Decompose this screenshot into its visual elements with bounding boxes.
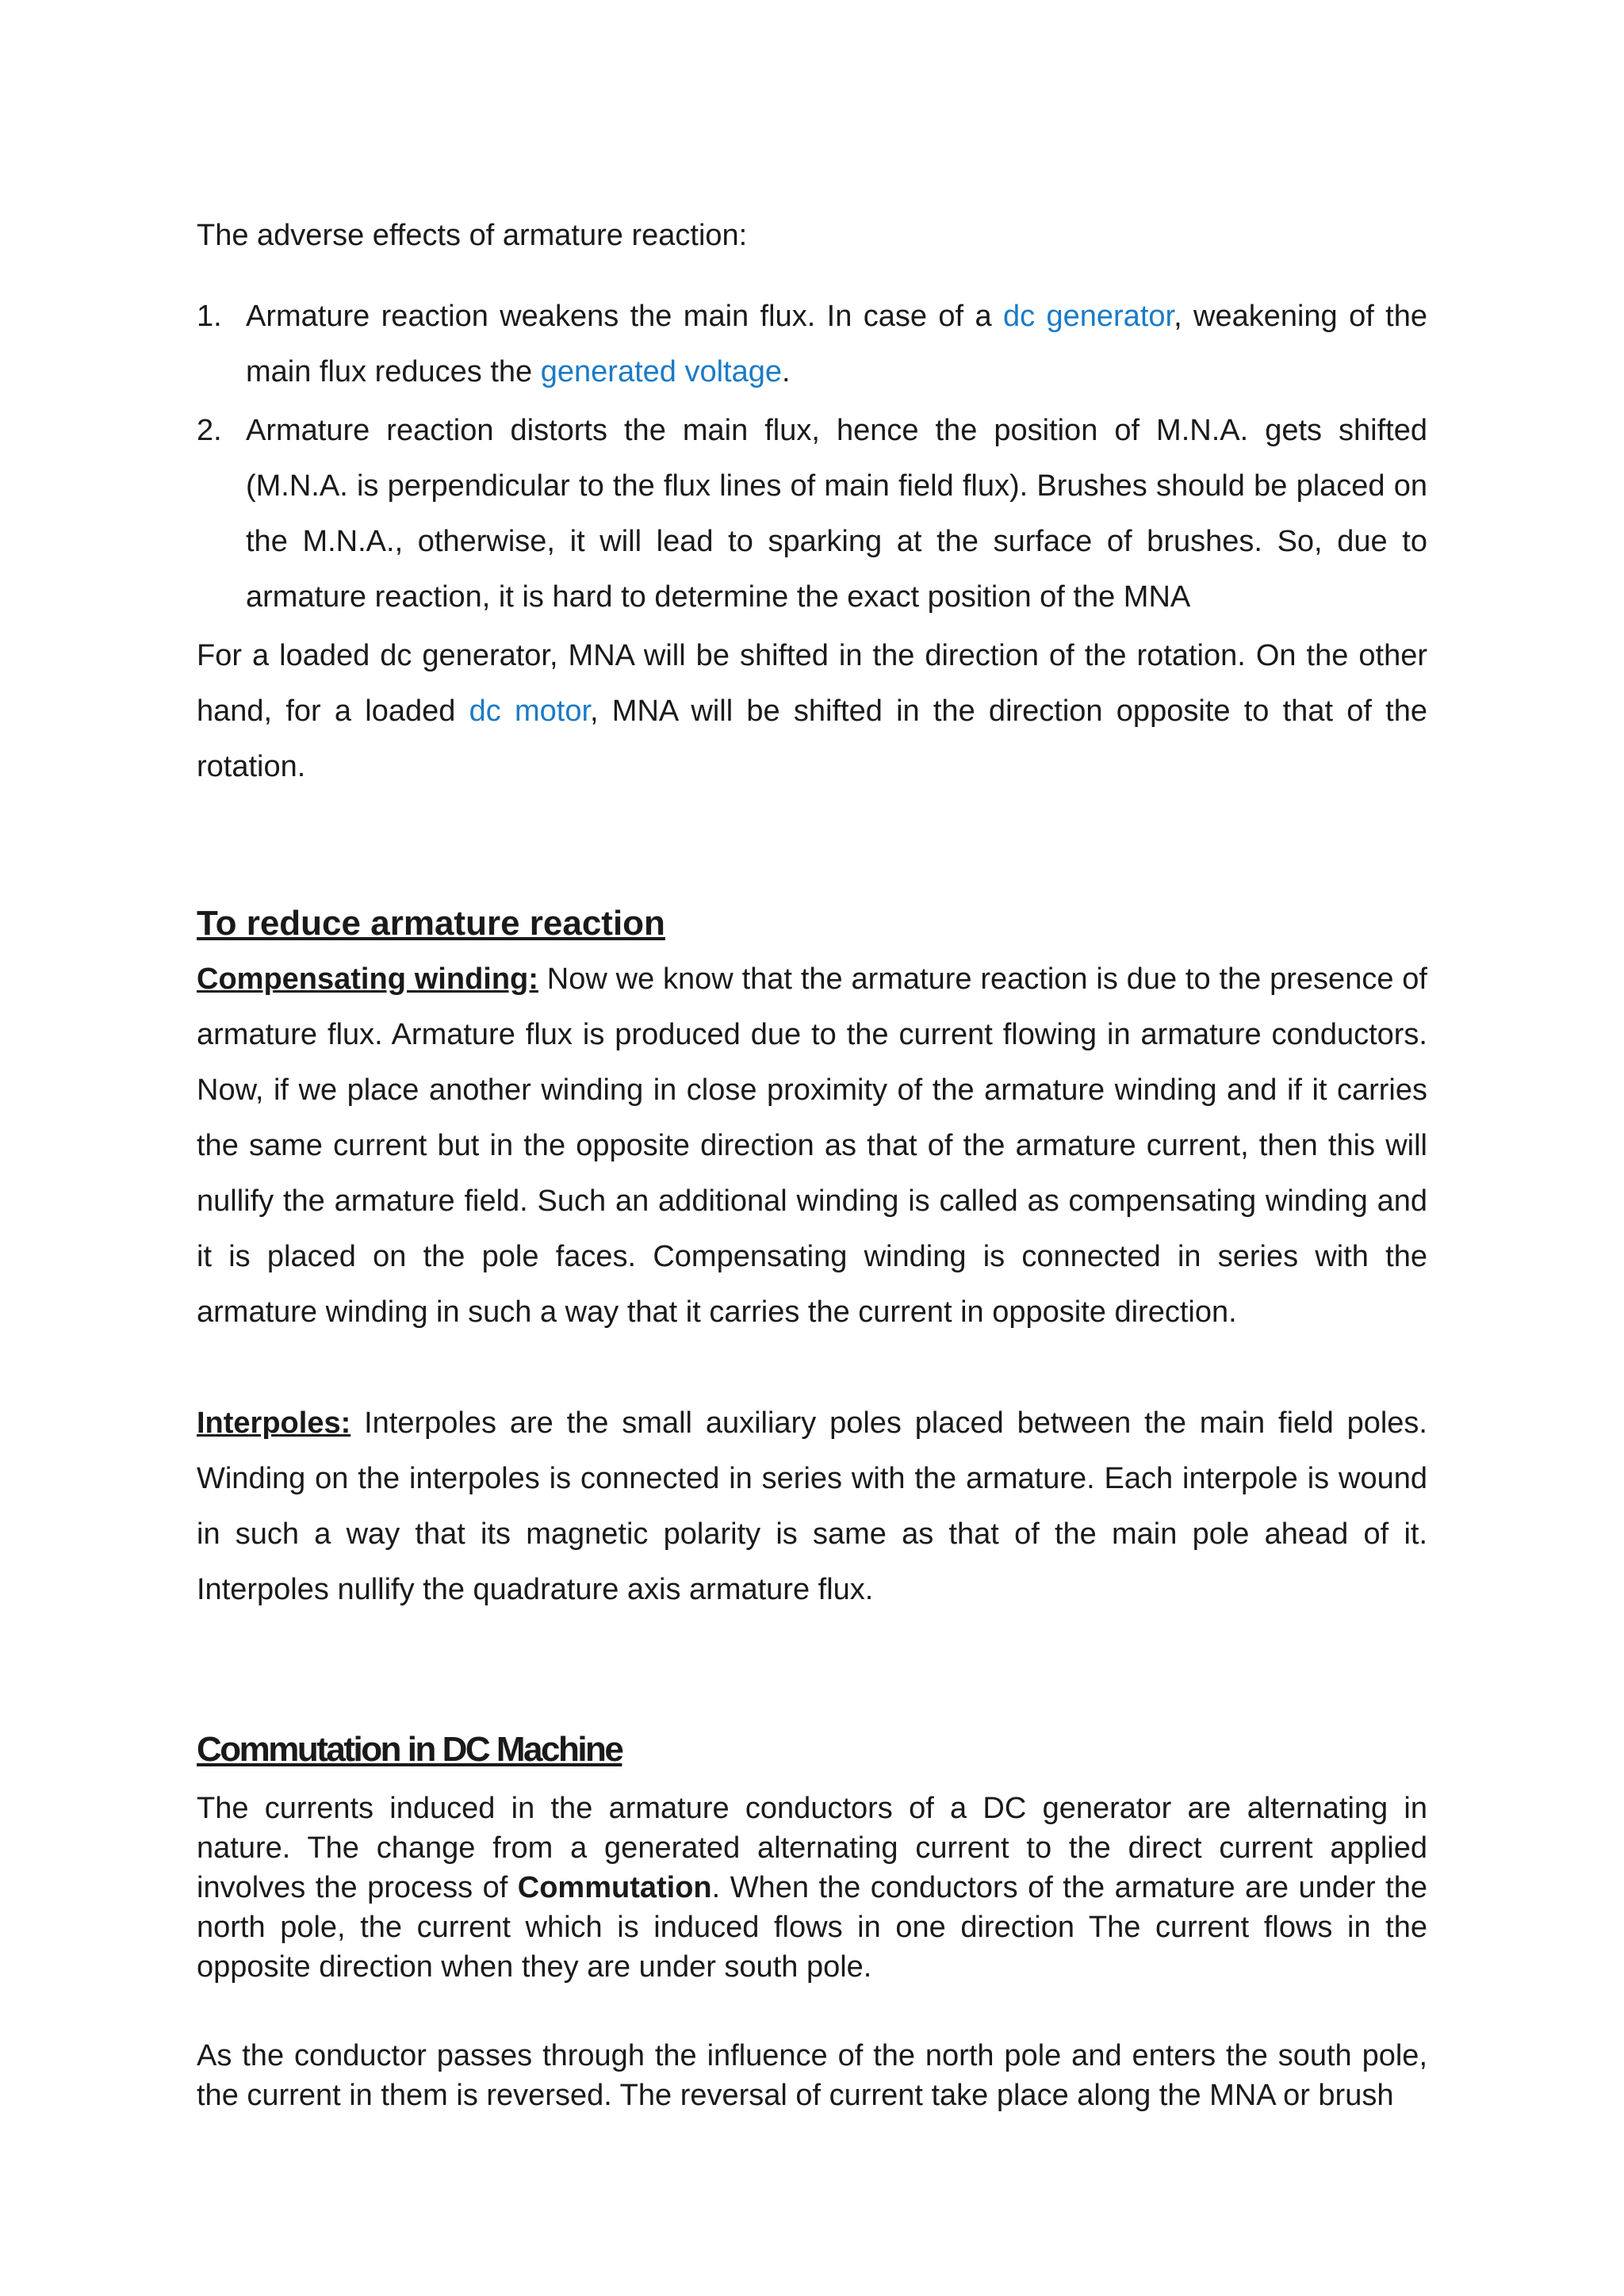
interpoles-term: Interpoles:: [197, 1406, 351, 1440]
list-item: [197, 403, 1427, 625]
paragraph-text: Now we know that the armature reaction is due to the presence of armature flux. Armature flux is produced due to the current flowing in armature conductors. Now, if we place another winding in close proximity of the armature winding and if it carries the same current but in the opposite direction as that of the armature current, then this will nullify the armature field. Such an additional winding is called as compensating winding and it is placed on the pole faces. Compensating winding is connected in series with the armature winding in such a way that it carries the current in opposite direction.: [197, 962, 1427, 1329]
compensating-term: Compensating winding:: [197, 962, 538, 996]
paragraph-text: Interpoles are the small auxiliary poles placed between the main field poles. Winding on the interpoles is connected in series with the armature. Each interpole is wound in such a way that its magnetic polarity is same as that of the main pole ahead of it. Interpoles nullify the quadrature axis armature flux.: [197, 1406, 1427, 1606]
commutation-bold-term: Commutation: [517, 1871, 712, 1904]
list-number: 2.: [197, 414, 222, 447]
spacer: [197, 1777, 1427, 1789]
list-number: 1.: [197, 300, 222, 333]
list-item: [197, 289, 1427, 400]
compensating-winding-paragraph: [197, 951, 1427, 1340]
adverse-effects-list: [197, 289, 1427, 625]
spacer: [197, 1617, 1427, 1722]
intro-line: The adverse effects of armature reaction:: [197, 219, 748, 252]
spacer: [197, 1340, 1427, 1395]
commutation-heading: Commutation in DC Machine: [197, 1730, 622, 1769]
paragraph-text: For a loaded dc generator, MNA will be shifted in the direction of the rotation. On the other hand, for a loaded: [197, 639, 1427, 728]
paragraph-text: , MNA will be shifted in the direction opposite to that of the rotation.: [197, 695, 1427, 783]
paragraph-text: The currents induced in the armature conductors of a DC generator are alternating in nature. The change from a generated alternating current to the direct current applied involves the process of: [197, 1792, 1427, 1904]
effect-text: Armature reaction weakens the main flux. In case of a: [246, 300, 1003, 333]
spacer: [197, 1987, 1427, 2036]
dc-motor-link[interactable]: dc motor: [469, 695, 591, 728]
effect-text: , weakening of the main flux reduces the: [246, 300, 1427, 388]
commutation-paragraph-2: As the conductor passes through the influence of the north pole and enters the south pole, the current in them is reversed. The reversal of current take place along the MNA or brush: [197, 2039, 1427, 2112]
commutation-paragraph-1: [197, 1789, 1427, 1987]
effect-text: Armature reaction distorts the main flux, hence the position of M.N.A. gets shifted (M.N.A. is perpendicular to the flux lines of main field flux). Brushes should be placed on the M.N.A., otherwise, it will lead to sparking at the surface of brushes. So, due to armature reaction, it is hard to determine the exact position of the MNA: [246, 414, 1427, 614]
document-page: [197, 208, 1427, 2115]
dc-generator-link[interactable]: dc generator: [1002, 300, 1174, 333]
mna-shift-paragraph: [197, 628, 1427, 794]
interpoles-paragraph: [197, 1395, 1427, 1617]
paragraph-text: . When the conductors of the armature are under the north pole, the current which is induced flows in one direction The current flows in the opposite direction when they are under south pole.: [197, 1871, 1428, 1984]
reduce-armature-heading: To reduce armature reaction: [197, 904, 665, 943]
generated-voltage-link[interactable]: generated voltage: [540, 355, 782, 388]
effect-text: .: [782, 355, 791, 388]
